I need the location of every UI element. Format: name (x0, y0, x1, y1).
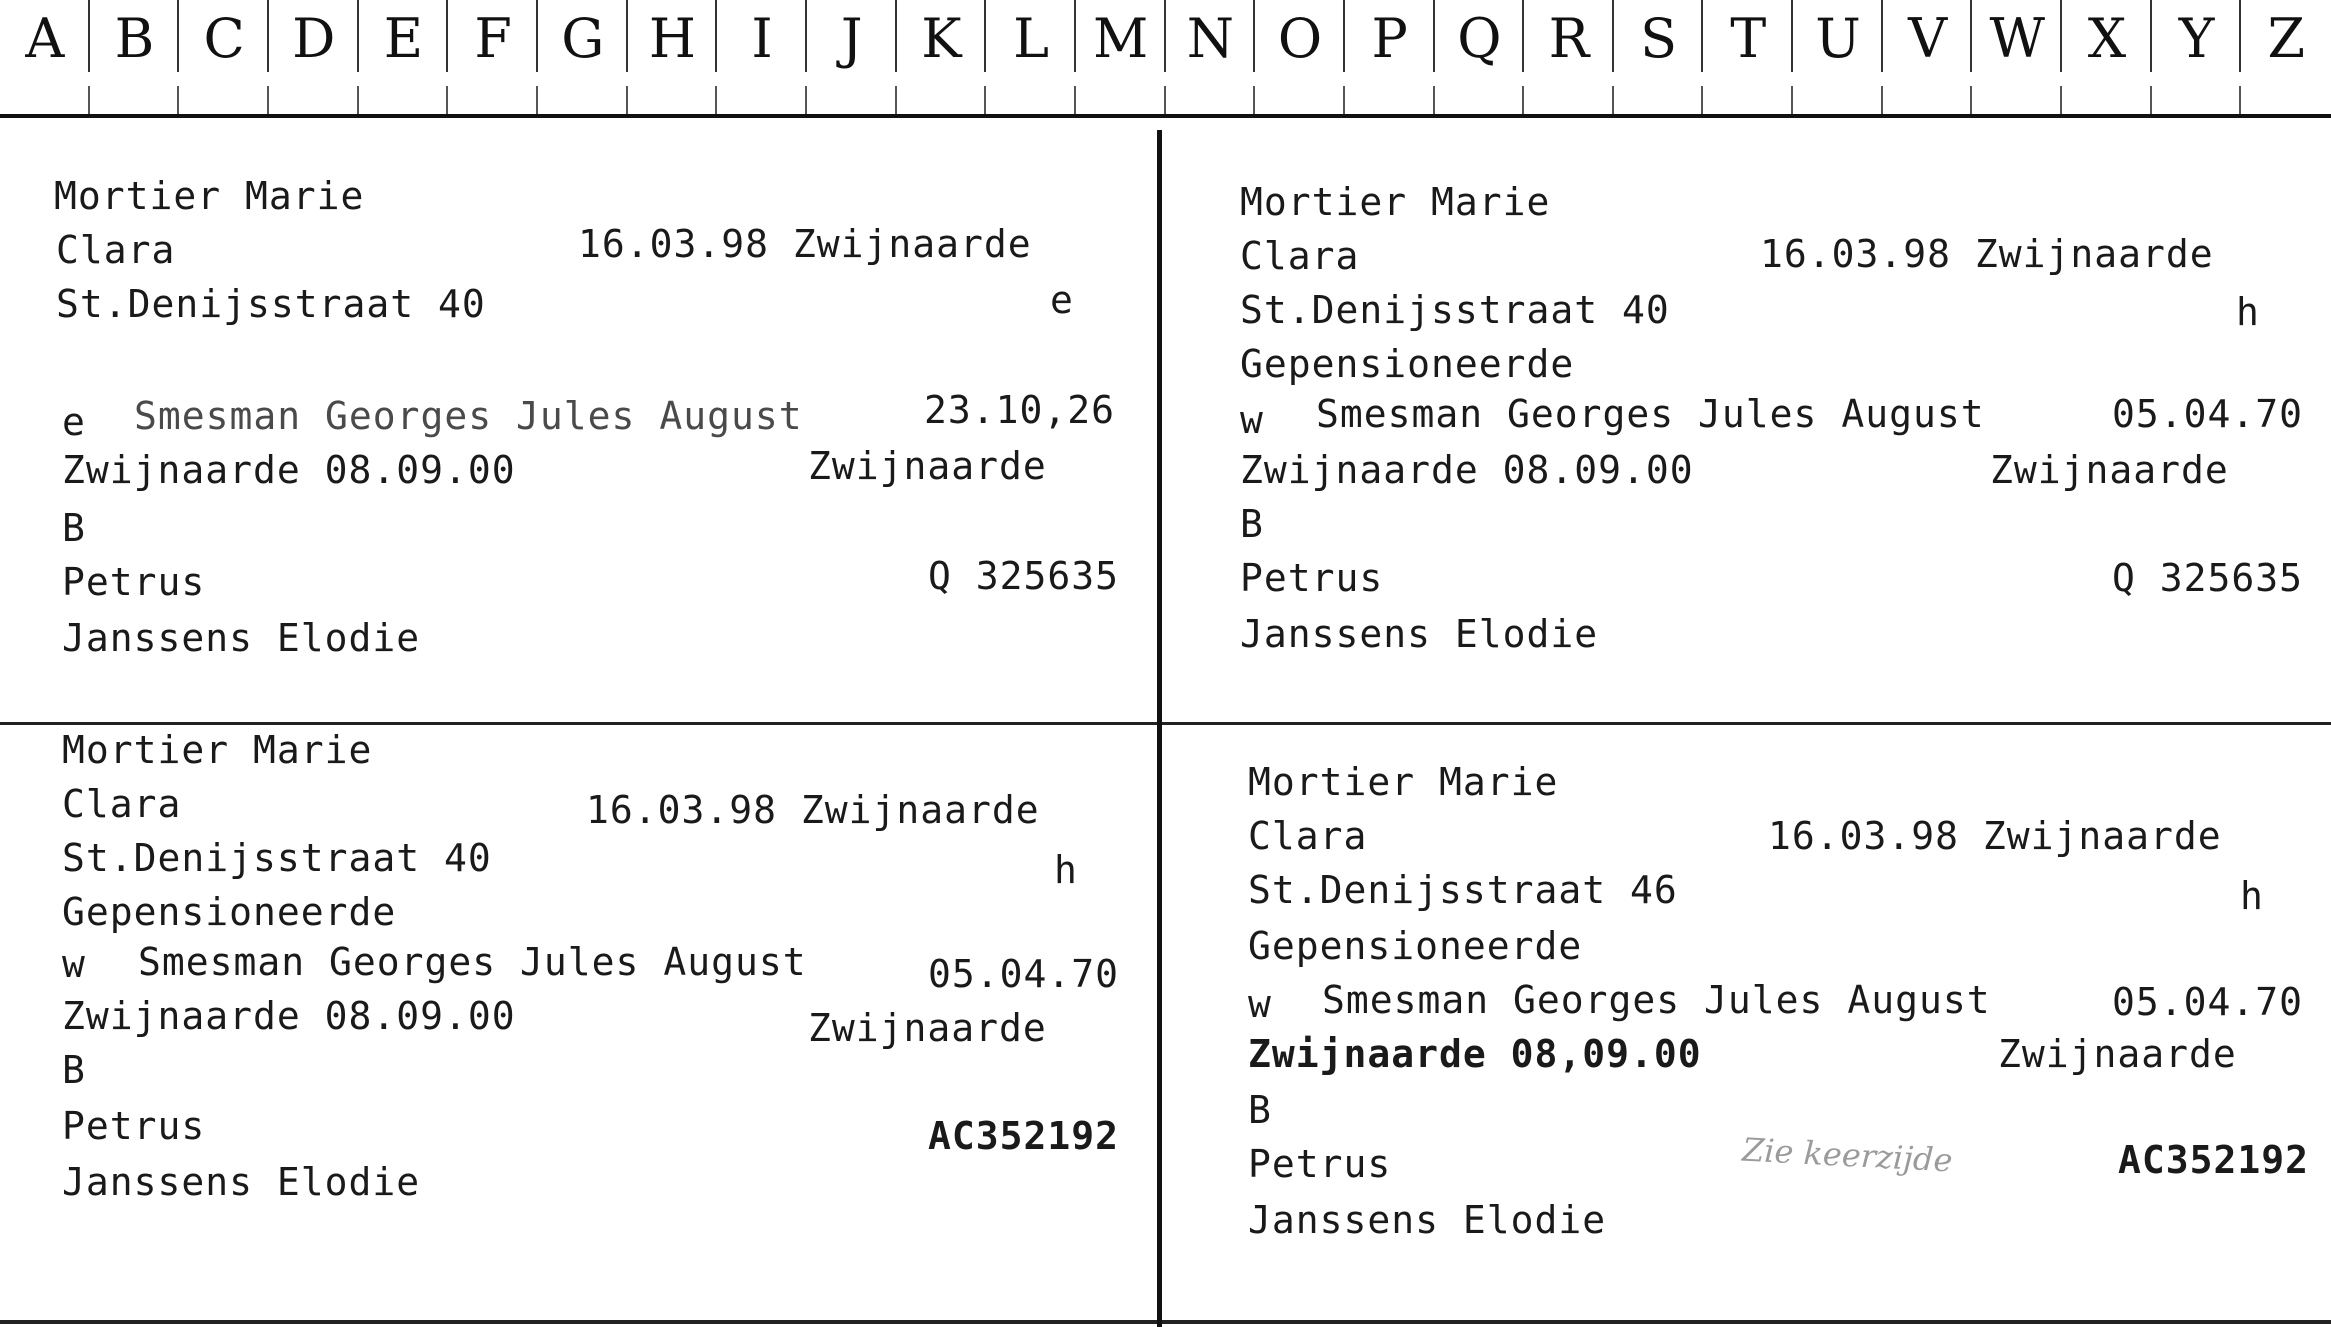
index-letter[interactable]: N (1166, 0, 1256, 114)
record-card (0, 118, 1120, 698)
index-letter[interactable]: Q (1435, 0, 1525, 114)
card-father: Petrus (1240, 556, 1384, 600)
index-letter[interactable]: V (1883, 0, 1973, 114)
bottom-divider (1162, 1320, 2331, 1324)
index-letter[interactable]: Y (2152, 0, 2242, 114)
card-birth: 16.03.98 Zwijnaarde (1760, 232, 2214, 276)
card-spouse: Smesman Georges Jules August (1316, 392, 1985, 436)
card-nationality: B (62, 506, 86, 550)
card-spouse-prefix: e (62, 400, 86, 444)
alphabet-index (0, 0, 2331, 118)
card-name: Mortier Marie (62, 728, 373, 772)
card-code: e (1050, 278, 1074, 322)
index-letter[interactable]: L (986, 0, 1076, 114)
card-code: h (2236, 290, 2260, 334)
index-letter[interactable]: R (1524, 0, 1614, 114)
card-code: h (1054, 848, 1078, 892)
index-letter[interactable]: S (1614, 0, 1704, 114)
card-birth: 16.03.98 Zwijnaarde (578, 222, 1032, 266)
card-address: St.Denijsstraat 40 (1240, 288, 1670, 332)
card-address: St.Denijsstraat 46 (1248, 868, 1678, 912)
card-name: Mortier Marie (1240, 180, 1551, 224)
index-letter[interactable]: A (0, 0, 90, 114)
horizontal-divider (0, 722, 1157, 725)
card-spouse-place: Zwijnaarde (1998, 1032, 2237, 1076)
card-firstname: Clara (1248, 814, 1368, 858)
card-spouse-prefix: w (1240, 398, 1264, 442)
card-name: Mortier Marie (1248, 760, 1559, 804)
index-letter[interactable]: K (897, 0, 987, 114)
card-id-number: Q 325635 (928, 554, 1120, 598)
index-letter[interactable]: M (1076, 0, 1166, 114)
index-letter[interactable]: C (179, 0, 269, 114)
index-letter[interactable]: W (1972, 0, 2062, 114)
card-spouse-prefix: w (1248, 982, 1272, 1026)
card-firstname: Clara (56, 228, 176, 272)
card-spouse: Smesman Georges Jules August (138, 940, 807, 984)
index-letter[interactable]: H (628, 0, 718, 114)
card-id-number: AC352192 (928, 1114, 1120, 1158)
card-spouse-place: Zwijnaarde (808, 444, 1047, 488)
card-firstname: Clara (62, 782, 182, 826)
card-spouse-date: 23.10,26 (924, 388, 1116, 432)
card-spouse-birth: Zwijnaarde 08.09.00 (62, 994, 516, 1038)
index-letter[interactable]: G (538, 0, 628, 114)
card-spouse-date: 05.04.70 (2112, 980, 2304, 1024)
card-spouse-birth: Zwijnaarde 08,09.00 (1248, 1032, 1702, 1076)
card-nationality: B (1248, 1088, 1272, 1132)
card-stamp: Zie keerzijde (1741, 1130, 1954, 1180)
index-letter[interactable]: P (1345, 0, 1435, 114)
index-letter[interactable]: D (269, 0, 359, 114)
card-nationality: B (62, 1048, 86, 1092)
vertical-divider (1157, 130, 1162, 1327)
card-mother: Janssens Elodie (62, 616, 421, 660)
card-grid (0, 118, 2331, 1327)
card-name: Mortier Marie (54, 174, 365, 218)
card-mother: Janssens Elodie (62, 1160, 421, 1204)
card-spouse-prefix: w (62, 942, 86, 986)
card-mother: Janssens Elodie (1240, 612, 1599, 656)
card-mother: Janssens Elodie (1248, 1198, 1607, 1242)
horizontal-divider (1162, 722, 2331, 725)
record-card (1182, 118, 2304, 698)
card-father: Petrus (62, 1104, 206, 1148)
card-birth: 16.03.98 Zwijnaarde (1768, 814, 2222, 858)
index-letter[interactable]: E (359, 0, 449, 114)
card-spouse-place: Zwijnaarde (1990, 448, 2229, 492)
index-letter[interactable]: U (1793, 0, 1883, 114)
card-code: h (2240, 874, 2264, 918)
index-letter[interactable]: X (2062, 0, 2152, 114)
record-card (0, 728, 1120, 1308)
card-occupation: Gepensioneerde (1248, 924, 1583, 968)
card-occupation: Gepensioneerde (1240, 342, 1575, 386)
card-spouse: Smesman Georges Jules August (1322, 978, 1991, 1022)
card-occupation: Gepensioneerde (62, 890, 397, 934)
bottom-divider (0, 1320, 1157, 1324)
card-address: St.Denijsstraat 40 (56, 282, 486, 326)
card-spouse-birth: Zwijnaarde 08.09.00 (62, 448, 516, 492)
card-spouse-birth: Zwijnaarde 08.09.00 (1240, 448, 1694, 492)
card-firstname: Clara (1240, 234, 1360, 278)
card-id-number: Q 325635 (2112, 556, 2304, 600)
index-letter[interactable]: I (717, 0, 807, 114)
card-spouse-date: 05.04.70 (928, 952, 1120, 996)
record-card (1182, 728, 2310, 1308)
index-letter[interactable]: B (90, 0, 180, 114)
index-letter[interactable]: F (448, 0, 538, 114)
index-letter[interactable]: T (1703, 0, 1793, 114)
card-father: Petrus (62, 560, 206, 604)
card-address: St.Denijsstraat 40 (62, 836, 492, 880)
card-spouse: Smesman Georges Jules August (134, 394, 803, 438)
index-letter[interactable]: Z (2267, 7, 2305, 70)
index-letter[interactable]: O (1255, 0, 1345, 114)
card-id-number: AC352192 (2118, 1138, 2310, 1182)
index-letter[interactable]: J (807, 0, 897, 114)
card-nationality: B (1240, 502, 1264, 546)
card-father: Petrus (1248, 1142, 1392, 1186)
card-spouse-date: 05.04.70 (2112, 392, 2304, 436)
card-birth: 16.03.98 Zwijnaarde (586, 788, 1040, 832)
card-spouse-place: Zwijnaarde (808, 1006, 1047, 1050)
